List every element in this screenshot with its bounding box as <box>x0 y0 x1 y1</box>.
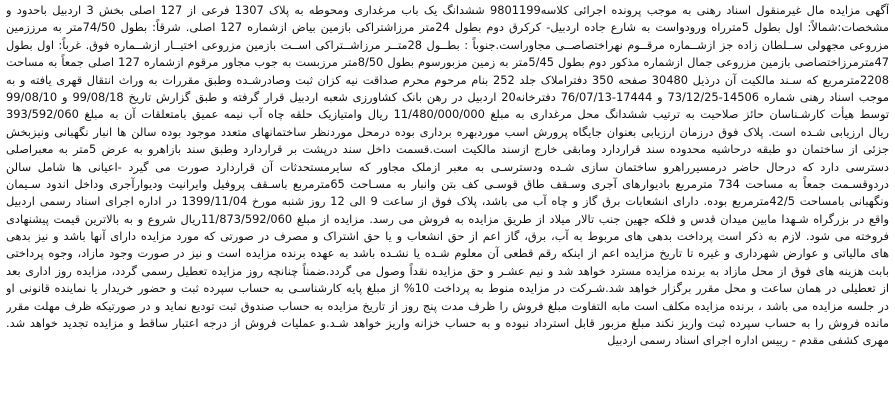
notice-line: مزروعی مجهولی ســلطان زاده جز ازشــماره مرقــوم نهراختصاصــی مجاوراست.جنوباً : بطــول 28متــر مرزاشــتراکی اســت بازمین مزروعی اختیــار ازشــماره فوق. غرباً: اول بطول <box>6 37 889 52</box>
notice-line: توسط هیأت کارشـناسان حائز صلاحیت به ترتیب ششدانگ محل مرغداری به مبلغ 11/480/000/000 ریال وامتیازیک حلقه چاه آب نیمه عمیق بامتعلقات آن به مبلغ 393/592/060 <box>6 107 889 122</box>
notice-line: بابت هزینه های فوق از محل مازاد به برنده مزایده مسترد خواهد شد و نیم عشـر و حق مزایده نقداً وصول می گردد.ضمناً چنانچه روز مزایده تعطیل رسمی گردد، مزایده روز اداری بعد <box>6 263 889 278</box>
notice-line: مشخصات:شمالاً: اول بطول 5مترراه ورودواست به شارع جاده اردبیل- کرکرق دوم بطول 24متر مرزاشتراکی بازمین بیاض ازشماره 127 اصلی. شرقاً: بطول 74/50متر به مرززمین <box>6 20 889 35</box>
notice-line: های مالیاتی و عوارض شهرداری و غیره تا تاریخ مزایده اعم از اینکه رقم قطعی آن معلوم شـده یا نشـده باشد به عهده برنده مزایده است و نیز در صورت وجود مازاد، وجوه پرداختی <box>6 246 889 261</box>
notice-line: واقع در بزرگراه شـهدا مابین میدان قدس و فلکه جهین جنب تالار میلاد از طریق مزایده به فروش می رسد. مزایده از مبلغ 11/873/592/060ریال شروع و به بالاترین قیمت پیشنهادی <box>6 211 889 226</box>
notice-line: 47مترمرزاختصاصی بازمین مزروعی جمال ازشماره مذکور دوم بطول 5/45متر به زمین مزبورسوم بطول 8/50متر مرزبست به جوب مجاور مرقوم ازشماره 127 اصلی جمعاً به مساحت <box>6 55 889 70</box>
notice-line: آگهی مزایده مال غیرمنقول اسناد رهنی به موجب پرونده اجرائی کلاسه9801199 ششدانگ یک باب مرغداری ومحوطه به پلاک 1307 فرعی از 127 اصلی بخش 3 اردبیل باحدود و <box>6 3 889 17</box>
notice-line: مانده فروش را به حساب سپرده ثبت واریز نکند مبلغ مزبور قابل استرداد نبوده و به حساب خزانه واریز خواهد شـد.و عملیات فروش از درجه اعتبار ساقط و مزایده تجدید خواهد شد. <box>6 316 889 331</box>
notice-line: دسترسی دارد که درحال حاضر درمسیرراهرو ساختمان سازی شـده ودسترسـی به معبر ازملک مجاور که سایرمستحدثات آن قراردارد صورت می گیرد -اعیانی ها شامل سالن <box>6 159 889 174</box>
notice-line: موجب اسناد رهنی شماره 14506-73/12/25 و 17444-76/07/13 دفترخانه20 اردبیل در رهن بانک کشاورزی شعبه اردبیل قرار گرفته و طبق گزارش تاریخ 99/08/18 و 99/08/10 <box>6 89 889 104</box>
notice-signature: مهری کشفی مقدم - رییس اداره اجرای اسناد رسمی اردبیل <box>607 333 889 348</box>
notice-line: جزئی از ساختمان دو طبقه درحاشیه محدوده سند قراردارد ومابقی خارج ازسند مالکیت است.قسمت داخل سند درپشت بر قراردارد وطبق سند بازاهرو به عرض 5متر به معبراصلی <box>6 142 889 157</box>
notice-line: ونگهبانی بامساحت 42/5مترمربع بوده. دارای انشعابات برق گاز و چاه آب می باشد، پلاک فوق از ساعت 9 الی 12 روز شنبه مورخ 1399/11/04 در اداره اجرای اسناد رسمی اردبیل <box>6 194 889 209</box>
notice-line: دردوقسـمت جمعاً به مساحت 734 مترمربع بادیوارهای آجری وسـقف طاق قوسـی کف بتن وانبار به مسـاحت 65مترمربع باسـقف پروفیل وایرانیت ودیوارآجری وداخل اندود سـیمان <box>6 176 889 191</box>
notice-line: 2208مترمربع که سـند مالکیت آن درذیل 30480 صفحه 350 دفتراملاک جلد 252 بنام مرحوم محرم صداقت نیه کزان ثبت وصادرشـده وطبق مقررات به وراث انتقال قهری یافته و به <box>6 72 889 87</box>
notice-line: فروخته می شود. لازم به ذکر است پرداخت بدهی های مربوط به آب، برق، گاز اعم از حق انشعاب و یا حق اشتراک و مصرف در صورتی که مورد مزایده دارای آنها باشد و نیز بدهی <box>6 229 889 244</box>
notice-line: ریال ارزیابی شـده است. پلاک فوق درزمان ارزیابی بعنوان جایگاه پرورش اسب موردبهره برداری بوده درمحل موردنظر ساختمانهای متعدد موجود بوده سالن ها انبار نگهبانی ونیزبخش <box>6 124 889 139</box>
notice-line: از تعطیلی در همان ساعت و محل مقرر برگزار خواهد شد.شـرکت در مزایده منوط به پرداخت 10% از مبلغ پایه کارشناسـی به حساب سپرده ثبت و حضور خریدار یا نماینده قانونی او <box>6 281 889 296</box>
notice-line: در جلسه مزایده می باشد ، برنده مزایده مکلف است مابه التفاوت مبلغ فروش را ظرف مدت پنج روز از تاریخ مزایده به حساب صندوق ثبت تودیع نماید و در صورتیکه ظرف مهلت مقرر <box>6 298 889 313</box>
